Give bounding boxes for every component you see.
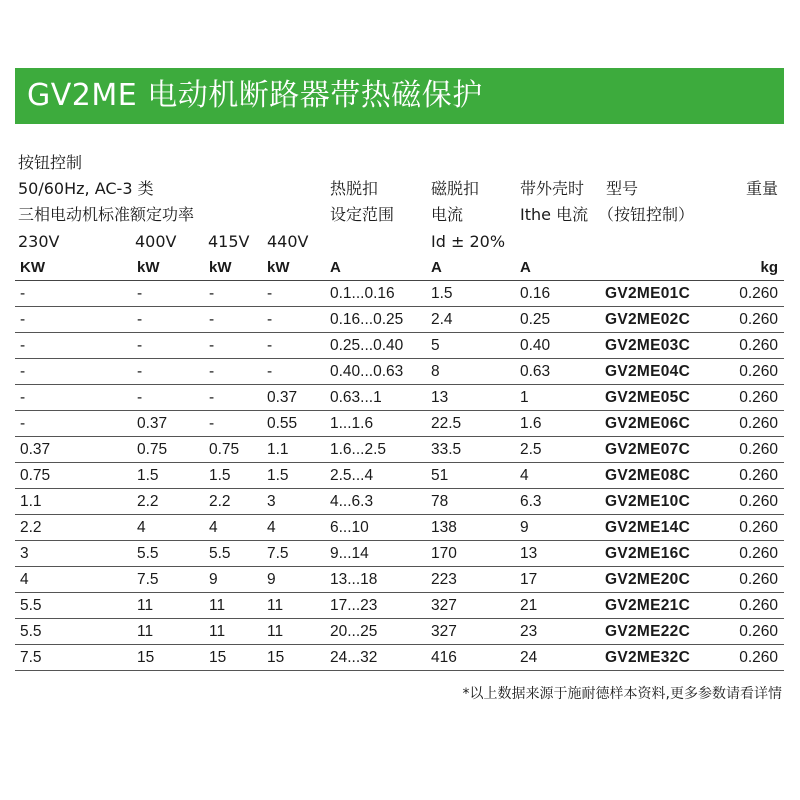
cell-weight: 0.260 (739, 571, 778, 588)
header-thermal-2: 设定范围 (330, 205, 395, 224)
cell-model-number: GV2ME14C (605, 519, 691, 536)
cell-kw-415v: - (209, 285, 215, 302)
cell-kw-230v: - (20, 337, 26, 354)
cell-kw-440v: 4 (267, 519, 276, 536)
cell-thermal-range: 20...25 (330, 623, 378, 640)
cell-ithe-current: 1 (520, 389, 529, 406)
cell-ithe-current: 23 (520, 623, 538, 640)
cell-ithe-current: 1.6 (520, 415, 542, 432)
cell-kw-400v: - (137, 337, 143, 354)
footnote: *以上数据来源于施耐德样本资料,更多参数请看详情 (462, 686, 782, 702)
cell-model-number: GV2ME20C (605, 571, 691, 588)
cell-kw-415v: - (209, 415, 215, 432)
cell-thermal-range: 24...32 (330, 649, 378, 666)
header-weight: 重量 (745, 179, 778, 198)
cell-weight: 0.260 (739, 649, 778, 666)
cell-kw-440v: - (267, 337, 273, 354)
cell-kw-230v: 1.1 (20, 493, 42, 510)
cell-thermal-range: 13...18 (330, 571, 378, 588)
cell-thermal-range: 9...14 (330, 545, 369, 562)
cell-weight: 0.260 (739, 467, 778, 484)
cell-weight: 0.260 (739, 285, 778, 302)
table-row (15, 411, 784, 437)
header-freq-ac: 50/60Hz, AC-3 类 (18, 179, 154, 198)
cell-kw-400v: - (137, 285, 143, 302)
cell-magnetic-current: 51 (431, 467, 449, 484)
table-row (15, 385, 784, 411)
cell-model-number: GV2ME01C (605, 285, 691, 302)
cell-thermal-range: 6...10 (330, 519, 369, 536)
cell-kw-415v: 0.75 (209, 441, 240, 458)
header-model-1: 型号 (606, 179, 639, 198)
cell-model-number: GV2ME16C (605, 545, 691, 562)
cell-kw-440v: 3 (267, 493, 276, 510)
cell-kw-415v: 5.5 (209, 545, 231, 562)
cell-kw-230v: - (20, 285, 26, 302)
cell-thermal-range: 17...23 (330, 597, 378, 614)
cell-kw-400v: 2.2 (137, 493, 159, 510)
cell-magnetic-current: 138 (431, 519, 457, 536)
cell-kw-440v: 11 (267, 623, 284, 640)
header-400v: 400V (135, 232, 177, 251)
cell-kw-400v: 11 (137, 597, 154, 614)
cell-weight: 0.260 (739, 545, 778, 562)
cell-ithe-current: 21 (520, 597, 538, 614)
cell-magnetic-current: 8 (431, 363, 440, 380)
cell-weight: 0.260 (739, 363, 778, 380)
cell-model-number: GV2ME10C (605, 493, 691, 510)
cell-weight: 0.260 (739, 597, 778, 614)
cell-weight: 0.260 (739, 519, 778, 536)
cell-kw-415v: - (209, 311, 215, 328)
cell-kw-440v: 7.5 (267, 545, 289, 562)
table-row (15, 359, 784, 385)
cell-kw-440v: 1.5 (267, 467, 289, 484)
cell-kw-400v: 0.75 (137, 441, 168, 458)
cell-kw-400v: 4 (137, 519, 146, 536)
cell-kw-400v: 7.5 (137, 571, 159, 588)
cell-magnetic-current: 416 (431, 649, 457, 666)
table-row (15, 541, 784, 567)
cell-kw-415v: - (209, 363, 215, 380)
unit-230v: KW (20, 259, 45, 276)
cell-kw-415v: 2.2 (209, 493, 231, 510)
cell-kw-440v: 9 (267, 571, 276, 588)
cell-kw-230v: - (20, 363, 26, 380)
table-row (15, 645, 784, 671)
cell-magnetic-current: 33.5 (431, 441, 462, 458)
cell-kw-400v: 1.5 (137, 467, 159, 484)
cell-model-number: GV2ME22C (605, 623, 691, 640)
table-row (15, 593, 784, 619)
cell-weight: 0.260 (739, 623, 778, 640)
cell-model-number: GV2ME02C (605, 311, 691, 328)
header-motor-power: 三相电动机标准额定功率 (18, 205, 195, 224)
header-enclosure-1: 带外壳时 (520, 179, 585, 198)
table-row (15, 567, 784, 593)
cell-kw-230v: - (20, 311, 26, 328)
cell-model-number: GV2ME32C (605, 649, 691, 666)
cell-kw-230v: 0.37 (20, 441, 51, 458)
cell-thermal-range: 2.5...4 (330, 467, 374, 484)
cell-ithe-current: 0.40 (520, 337, 551, 354)
cell-ithe-current: 9 (520, 519, 529, 536)
unit-thermal: A (330, 259, 341, 276)
cell-kw-230v: 5.5 (20, 597, 42, 614)
cell-kw-400v: - (137, 389, 143, 406)
cell-ithe-current: 6.3 (520, 493, 542, 510)
cell-kw-400v: 5.5 (137, 545, 159, 562)
cell-weight: 0.260 (739, 493, 778, 510)
cell-thermal-range: 1.6...2.5 (330, 441, 387, 458)
table-row (15, 463, 784, 489)
unit-weight: kg (760, 259, 778, 276)
cell-thermal-range: 0.25...0.40 (330, 337, 404, 354)
header-model-2: （按钮控制） (598, 205, 695, 224)
table-row (15, 281, 784, 307)
header-230v: 230V (18, 232, 60, 251)
cell-ithe-current: 13 (520, 545, 538, 562)
cell-magnetic-current: 5 (431, 337, 440, 354)
cell-kw-415v: 11 (209, 597, 226, 614)
cell-kw-230v: 4 (20, 571, 29, 588)
page-title: GV2ME 电动机断路器带热磁保护 (15, 68, 784, 124)
cell-kw-230v: - (20, 389, 26, 406)
cell-kw-415v: - (209, 337, 215, 354)
cell-ithe-current: 4 (520, 467, 529, 484)
cell-model-number: GV2ME06C (605, 415, 691, 432)
cell-ithe-current: 24 (520, 649, 538, 666)
cell-kw-230v: 7.5 (20, 649, 42, 666)
cell-kw-440v: 0.55 (267, 415, 298, 432)
cell-kw-440v: 15 (267, 649, 285, 666)
cell-kw-400v: 15 (137, 649, 155, 666)
table-row (15, 489, 784, 515)
cell-magnetic-current: 327 (431, 597, 457, 614)
table-row (15, 619, 784, 645)
header-enclosure-2: Ithe 电流 (520, 205, 589, 224)
cell-weight: 0.260 (739, 311, 778, 328)
cell-kw-440v: 0.37 (267, 389, 298, 406)
cell-kw-230v: 0.75 (20, 467, 51, 484)
cell-thermal-range: 4...6.3 (330, 493, 374, 510)
cell-kw-440v: - (267, 285, 273, 302)
cell-ithe-current: 0.63 (520, 363, 551, 380)
cell-kw-415v: 15 (209, 649, 227, 666)
cell-kw-400v: 11 (137, 623, 154, 640)
cell-kw-400v: 0.37 (137, 415, 168, 432)
cell-ithe-current: 0.16 (520, 285, 551, 302)
header-magnetic-2: 电流 (431, 205, 464, 224)
cell-kw-230v: 5.5 (20, 623, 42, 640)
cell-model-number: GV2ME03C (605, 337, 691, 354)
cell-magnetic-current: 1.5 (431, 285, 453, 302)
unit-magnetic: A (431, 259, 442, 276)
cell-model-number: GV2ME07C (605, 441, 691, 458)
cell-kw-415v: 11 (209, 623, 226, 640)
header-440v: 440V (267, 232, 309, 251)
cell-model-number: GV2ME04C (605, 363, 691, 380)
cell-thermal-range: 0.1...0.16 (330, 285, 395, 302)
cell-magnetic-current: 13 (431, 389, 449, 406)
table-row (15, 515, 784, 541)
cell-kw-440v: - (267, 311, 273, 328)
cell-kw-400v: - (137, 363, 143, 380)
cell-ithe-current: 0.25 (520, 311, 551, 328)
cell-magnetic-current: 22.5 (431, 415, 462, 432)
cell-kw-415v: 1.5 (209, 467, 231, 484)
cell-magnetic-current: 223 (431, 571, 457, 588)
unit-415v: kW (209, 259, 232, 276)
cell-weight: 0.260 (739, 415, 778, 432)
cell-weight: 0.260 (739, 389, 778, 406)
cell-thermal-range: 0.16...0.25 (330, 311, 404, 328)
header-thermal-1: 热脱扣 (330, 179, 379, 198)
cell-kw-440v: 1.1 (267, 441, 289, 458)
cell-thermal-range: 0.63...1 (330, 389, 382, 406)
cell-weight: 0.260 (739, 337, 778, 354)
cell-kw-230v: 3 (20, 545, 29, 562)
cell-kw-230v: 2.2 (20, 519, 42, 536)
cell-kw-230v: - (20, 415, 26, 432)
cell-ithe-current: 2.5 (520, 441, 542, 458)
unit-enclosure: A (520, 259, 531, 276)
cell-kw-400v: - (137, 311, 143, 328)
cell-ithe-current: 17 (520, 571, 538, 588)
unit-400v: kW (137, 259, 160, 276)
cell-model-number: GV2ME05C (605, 389, 691, 406)
cell-kw-415v: 4 (209, 519, 218, 536)
cell-kw-440v: 11 (267, 597, 284, 614)
cell-thermal-range: 1...1.6 (330, 415, 374, 432)
cell-weight: 0.260 (739, 441, 778, 458)
cell-model-number: GV2ME21C (605, 597, 691, 614)
table-row (15, 333, 784, 359)
data-table (15, 281, 784, 671)
cell-magnetic-current: 2.4 (431, 311, 453, 328)
cell-magnetic-current: 327 (431, 623, 457, 640)
cell-thermal-range: 0.40...0.63 (330, 363, 404, 380)
header-magnetic-1: 磁脱扣 (431, 179, 480, 198)
cell-kw-440v: - (267, 363, 273, 380)
cell-kw-415v: 9 (209, 571, 218, 588)
header-415v: 415V (208, 232, 250, 251)
header-magnetic-3: Id ± 20% (431, 232, 506, 251)
cell-model-number: GV2ME08C (605, 467, 691, 484)
cell-magnetic-current: 78 (431, 493, 449, 510)
table-row (15, 437, 784, 463)
table-row (15, 307, 784, 333)
unit-440v: kW (267, 259, 290, 276)
cell-kw-415v: - (209, 389, 215, 406)
header-button-control: 按钮控制 (18, 153, 83, 172)
units-row (15, 256, 784, 281)
cell-magnetic-current: 170 (431, 545, 457, 562)
